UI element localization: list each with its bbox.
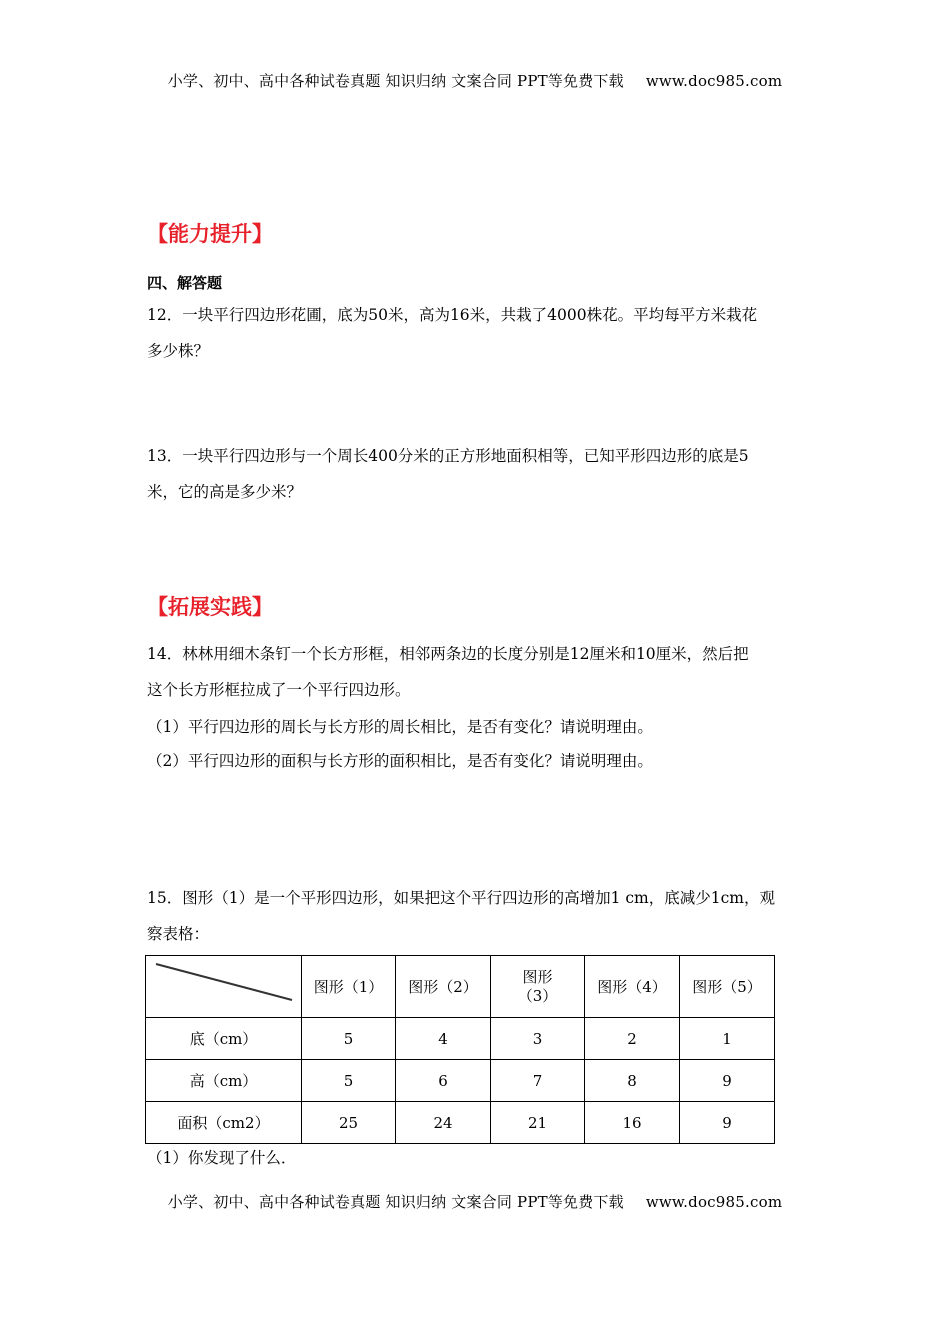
table-cell: 5 <box>302 1018 396 1060</box>
table-cell: 2 <box>585 1018 680 1060</box>
footer-site-link[interactable]: www.doc985.com <box>645 1193 783 1211</box>
table-cell: 9 <box>680 1102 775 1144</box>
table-header-cell-line2: （3） <box>517 986 558 1005</box>
part-title-answers: 四、解答题 <box>147 274 223 292</box>
section-title-practice: 【拓展实践】 <box>147 595 273 619</box>
footer-text: 小学、初中、高中各种试卷真题 知识归纳 文案合同 PPT等免费下载 <box>167 1193 624 1211</box>
table-cell: 7 <box>491 1060 585 1102</box>
question-14-sub2: （2）平行四边形的面积与长方形的面积相比，是否有变化？请说明理由。 <box>147 752 653 770</box>
table-corner-cell <box>146 956 302 1018</box>
table-header-cell: 图形（5） <box>680 956 775 1018</box>
table-cell: 25 <box>302 1102 396 1144</box>
table-header-cell: 图形（2） <box>396 956 491 1018</box>
question-14 <box>147 636 812 708</box>
question-13-line2: 米，它的高是多少米？ <box>147 483 303 501</box>
section-title-ability: 【能力提升】 <box>147 222 273 246</box>
question-12-line2: 多少株？ <box>147 342 210 360</box>
table-row-label: 底（cm） <box>146 1018 302 1060</box>
table-row <box>146 1102 775 1144</box>
table-cell: 21 <box>491 1102 585 1144</box>
question-12 <box>147 297 812 369</box>
table-header-cell: 图形（1） <box>302 956 396 1018</box>
question-15-sub1: （1）你发现了什么． <box>147 1149 297 1167</box>
table-header-row <box>146 956 775 1018</box>
question-14-line2: 这个长方形框拉成了一个平行四边形。 <box>147 681 411 699</box>
question-15 <box>147 880 812 952</box>
table-cell: 9 <box>680 1060 775 1102</box>
header-text: 小学、初中、高中各种试卷真题 知识归纳 文案合同 PPT等免费下载 <box>167 72 624 90</box>
question-15-line2: 察表格： <box>147 925 210 943</box>
table-header-cell: 图形（4） <box>585 956 680 1018</box>
question-15-line1: 15．图形（1）是一个平形四边形，如果把这个平行四边形的高增加1 cm，底减少1cm，观 <box>147 889 775 907</box>
table-cell: 3 <box>491 1018 585 1060</box>
question-12-line1: 12．一块平行四边形花圃，底为50米，高为16米，共栽了4000株花。平均每平方米栽花 <box>147 306 758 324</box>
table-cell: 5 <box>302 1060 396 1102</box>
table-cell: 16 <box>585 1102 680 1144</box>
table-cell: 1 <box>680 1018 775 1060</box>
header-site-link[interactable]: www.doc985.com <box>645 72 783 90</box>
table-cell: 6 <box>396 1060 491 1102</box>
table-cell: 4 <box>396 1018 491 1060</box>
question-13-line1: 13．一块平行四边形与一个周长400分米的正方形地面积相等，已知平形四边形的底是5 <box>147 447 749 465</box>
page-header <box>0 70 950 91</box>
table-cell: 8 <box>585 1060 680 1102</box>
question-14-sub1: （1）平行四边形的周长与长方形的周长相比，是否有变化？请说明理由。 <box>147 718 653 736</box>
question-13 <box>147 438 812 510</box>
table-header-cell-line1: 图形 <box>522 967 553 986</box>
table-header-cell <box>491 956 585 1018</box>
table-row <box>146 1018 775 1060</box>
page-footer <box>0 1191 950 1212</box>
table-row-label: 面积（cm2） <box>146 1102 302 1144</box>
table-cell: 24 <box>396 1102 491 1144</box>
table-row-label: 高（cm） <box>146 1060 302 1102</box>
table-row <box>146 1060 775 1102</box>
diagonal-line-icon <box>146 956 301 1018</box>
question-14-line1: 14．林林用细木条钉一个长方形框，相邻两条边的长度分别是12厘米和10厘米，然后把 <box>147 645 749 663</box>
shape-table <box>145 955 775 1144</box>
